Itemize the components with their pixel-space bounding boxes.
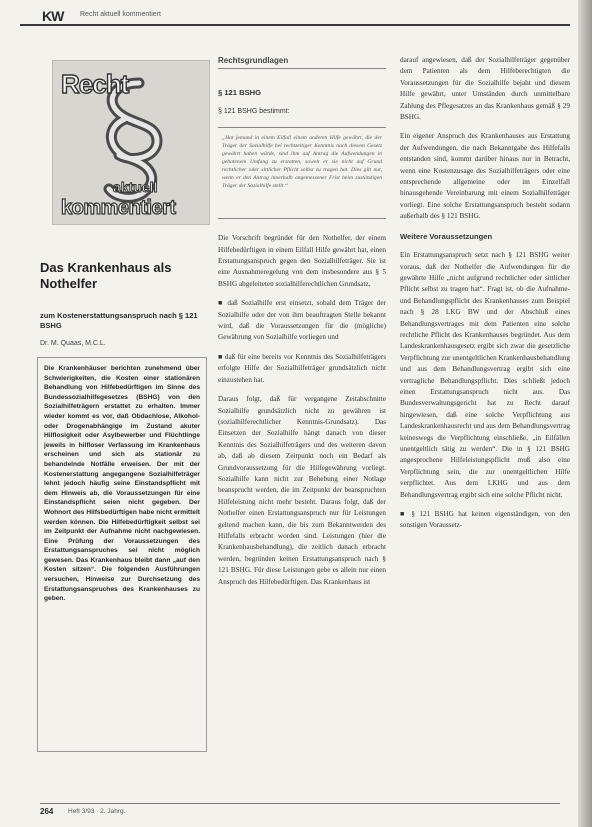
bullet-paragraph: ■ daß Sozialhilfe erst einsetzt, sobald dem Träger der Sozialhilfe oder der von ihm beauftragten Stelle bekannt wird, daß die Voraussetzungen für die (mögliche) Gewährung von Sozialhilfe vorliegen und xyxy=(218,299,386,342)
lead-paragraph: Die Krankenhäuser berichten zunehmend über Schwierigkeiten, die Kosten einer stationären Behandlung von Hilfebedürftigen im Sinne des Bundessozialhilfegesetzes (BSHG) von den Sozialhilfeträgern erstattet zu erhalten. Immer wieder kommt es vor, daß Obdachlose, Alkohol- oder Drogenabhängige im Zustand akuter Hilflosigkeit oder Asylbewerber und Flüchtlinge jeweils in hilfloser Verfassung im Krankenhaus erscheinen und sich als stationär zu behandelnde Notfälle erweisen. Der mit der Kostenerstattung angegangene Sozialhilfeträger lehnt jedoch häufig seine Einstandspflicht mit dem Hinweis ab, die Voraussetzungen für eine Einstandspflicht seien nicht gegeben. Der Wohnort des Hilfsbedürftigen habe nicht ermittelt werden können. Die Hilfebedürftigkeit selbst sei im Zeitpunkt der Aufnahme nicht nachgewiesen. Eine Prüfung der Voraussetzungen des Erstattungsanspruches sei nicht möglich gewesen. Das Krankenhaus bleibt dann „auf den Kosten sitzen“. Die folgenden Ausführungen versuchen, Hinweise zur Durchsetzung des Erstattungsanspruches des Krankenhauses zu geben. xyxy=(44,365,200,603)
page-footer xyxy=(40,803,560,817)
law-intro: § 121 BSHG bestimmt: xyxy=(218,107,290,115)
issue-label: Heft 3/93 · 2. Jahrg. xyxy=(68,808,126,815)
article-subtitle: zum Kostenerstattungsanspruch nach § 121 BSHG xyxy=(40,311,198,330)
logo-word-aktuell: aktuell xyxy=(113,179,158,195)
page-header xyxy=(20,6,570,26)
lead-paragraph-box xyxy=(37,357,207,752)
bullet-paragraph: ■ § 121 BSHG hat keinen eigenständigen, von den sonstigen Voraussetz- xyxy=(400,510,570,530)
law-quote: „Hat jemand in einem Eilfall einem anderen Hilfe gewährt, die der Träger der Sozialhilfe bei rechtzeitiger Kenntnis nach diesem Gesetz gewährt haben würde, sind ihm auf Antrag die Aufwendungen in gebotenem Umfang zu erstatten, soweit er sie nicht auf Grund rechtlicher oder sittlicher Pflicht selbst zu tragen hat. Dies gilt nur, wenn er den Antrag innerhalb angemessener Frist beim zuständigen Träger der Sozialhilfe stellt.“ xyxy=(218,127,386,219)
body-paragraph: Ein Erstattungsanspruch setzt nach § 121 BSHG weiter voraus, daß der Nothelfer die Aufwendungen für die gewährte Hilfe „nicht aufgrund rechtlicher oder sittlicher Pflicht selbst zu tragen hat“. Fragt ist, ob die Aufnahme- und Behandlungspflicht des Krankenhauses zum Beispiel nach § 28 LKG BW und der Abschluß eines Behandlungsvertrages mit dem Patienten eine solche rechtliche Pflicht des Krankenhauses begründet. Aus dem Landeskrankenhausgesetz ergibt sich zwar die gesetzliche Verpflichtung zur unentgeltlichen Krankenhausbehandlung und aus dem Behandlungsvertrag ergibt sich eine vertragliche Behandlungspflicht. Dies schließt jedoch einen Erstattungsanspruch nicht aus. Das Bundesverwaltungsgericht hat zu Recht darauf hingewiesen, daß eine solche Verpflichtung aus Landeskrankenhausrecht und aus dem Behandlungsvertrag keineswegs die Verpflichtung einschließe, „in Eilfällen unentgeltlich tätig zu werden“. Die in § 121 BSHG angesprochene Hilfeleistungspflicht muß also eine Verpflichtung sein, die zur unentgeltlichen Hilfe verpflichtet. Aus dem LKHG und aus dem Behandlungsvertrag ergibt sich eine solche Pflicht nicht. xyxy=(400,251,570,499)
body-paragraph: Ein eigener Anspruch des Krankenhauses aus Erstattung der Aufwendungen, die nach Bekanntgabe des Hilfefalls entstanden sind, kommt darüber hinaus nur in Betracht, wenn eine Kostenzusage des Sozialhilfeträgers oder eine entsprechende allgemeine oder im Einzelfall hinausgehende Vereinbarung mit einem Sozialhilfeträger vorliegt. Eine solche Erstattungsanspruch besteht sodann außerhalb des § 121 BSHG. xyxy=(400,132,570,221)
body-paragraph: Die Vorschrift begründet für den Nothelfer, der einem Hilfebedürftigen in einem Eilfall Hilfe gewährt hat, einen Erstattungsanspruch gegen den Sozialhilfeträger. Sie ist eine Ausnahmeregelung von dem insbesondere aus § 5 BSHG abgeleiteten sozialhilferechtlichen Grundsatz, xyxy=(218,234,386,288)
right-column xyxy=(400,55,570,540)
column-logo xyxy=(52,60,210,225)
body-paragraph: darauf angewiesen, daß der Sozialhilfeträger gegenüber dem Patienten als dem Hilfeberechtigten die Voraussetzungen für die Sozialhilfe bejaht und diesem Hilfe gewährt, unter Umständen durch unmittelbare Zahlung des Pflegesatzes an das Krankenhaus gemäß § 29 BSHG. xyxy=(400,56,570,122)
law-heading: § 121 BSHG xyxy=(218,88,262,98)
middle-column xyxy=(218,55,386,596)
article-author: Dr. M. Quaas, M.C.L. xyxy=(40,340,106,347)
header-section-label: Recht aktuell kommentiert xyxy=(80,11,161,18)
body-paragraph: Daraus folgt, daß für vergangene Zeitabschnitte Sozialhilfe grundsätzlich nicht zu gewähren ist (sozialhilferechtlicher Kenntnis-Grundsatz). Das Einsetzen der Sozialhilfe hängt danach von dieser Kenntnis des Sozialhilfeträgers und des weiteren davon ab, daß ab diesem Zeitpunkt noch ein Bedarf als Grundvoraussetzung für die Hilfegewährung vorliegt. Sozialhilfe kann nicht zur Behebung einer Notlage beansprucht werden, die im Zeitpunkt der beanspruchten Hilfeleistung nicht mehr besteht. Daraus folgt, daß der Nothelfer einen Erstattungsanspruch nur für Leistungen geltend machen kann, die bis zum Bekanntwerden des Hilfefalls erbracht worden sind. Leistungen (hier die Krankenhausbehandlung), die zeitlich danach erbracht werden, begründen keinen Erstattungsanspruch nach § 121 BSHG. Für diese Leistungen gebe es allein nur einen Anspruch des Hilfebedürftigen. Das Krankenhaus ist xyxy=(218,395,386,586)
page-number: 264 xyxy=(40,807,54,816)
section-heading-weitere-voraussetzungen: Weitere Voraussetzungen xyxy=(400,231,493,241)
header-logo: KW xyxy=(42,8,64,24)
logo-word-kommentiert: kommentiert xyxy=(61,197,176,219)
bullet-paragraph: ■ daß für eine bereits vor Kenntnis des Sozialhilfeträgers erfolgte Hilfe der Sozialhilfeträger grundsätzlich nicht einzustehen hat. xyxy=(218,352,386,384)
logo-word-recht: Recht xyxy=(61,69,129,99)
article-title: Das Krankenhaus als Nothelfer xyxy=(40,260,172,291)
binding-shadow xyxy=(578,0,592,827)
section-heading-rechtsgrundlagen: Rechtsgrundlagen xyxy=(218,55,386,69)
